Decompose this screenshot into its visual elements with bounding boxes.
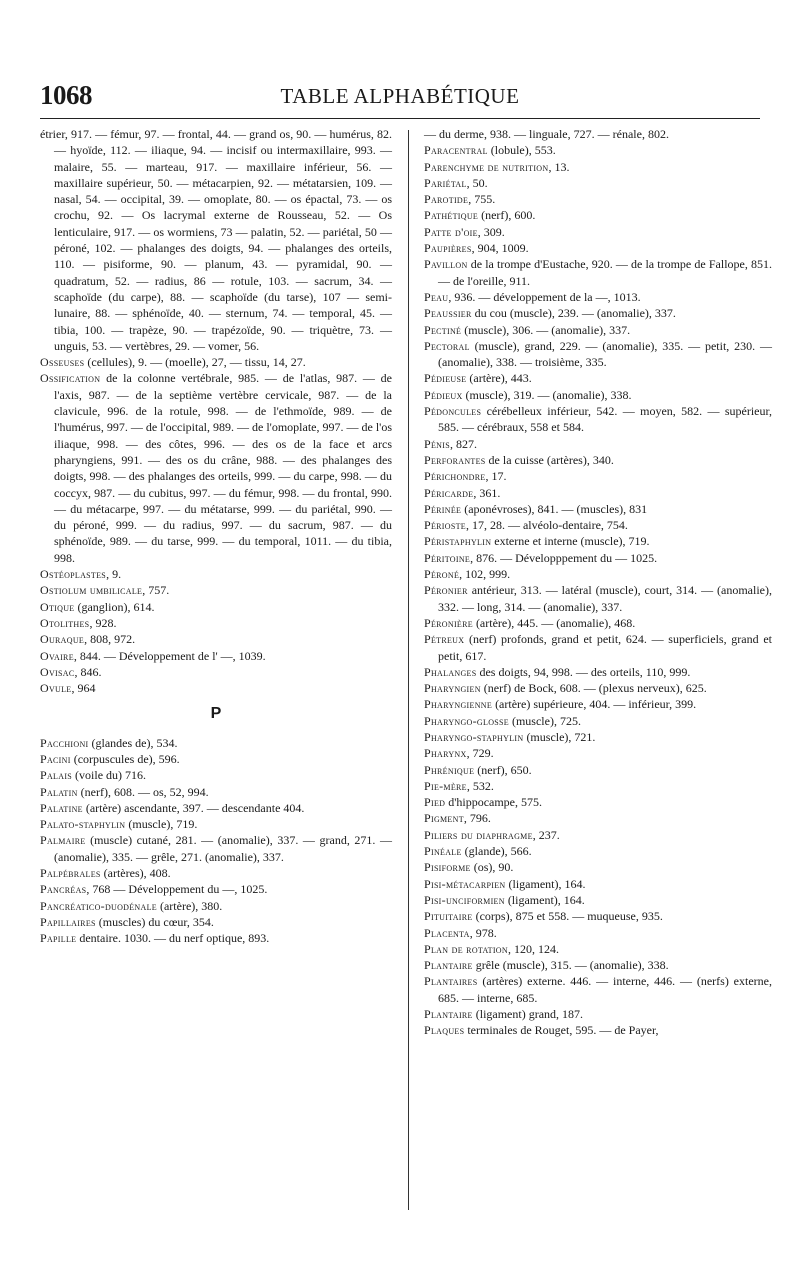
- index-references: terminales de Rouget, 595. — de Payer,: [464, 1023, 659, 1038]
- index-references: , 309.: [477, 224, 505, 239]
- index-headword: Pharyngo-glosse: [424, 713, 509, 728]
- index-references: , 844. — Développement de l' —, 1039.: [73, 648, 266, 663]
- index-headword: Pharyngo-staphylin: [424, 729, 524, 744]
- index-references: , 796.: [463, 811, 491, 826]
- index-headword: Ostiolum umbilicale: [40, 583, 143, 598]
- index-entry: [424, 240, 772, 256]
- index-entry: [424, 533, 772, 549]
- index-references: (nerf), 608. — os, 52, 994.: [77, 784, 209, 799]
- index-references: , 768 — Développement du —, 1025.: [86, 882, 268, 897]
- index-headword: Pituitaire: [424, 909, 473, 924]
- index-entry: [40, 751, 392, 767]
- index-entry: [424, 485, 772, 501]
- index-headword: Phalanges: [424, 664, 477, 679]
- index-headword: Pectoral: [424, 338, 470, 353]
- index-references: , 102, 999.: [459, 567, 511, 582]
- index-headword: Ostéoplastes: [40, 567, 107, 582]
- index-headword: Pétreux: [424, 632, 465, 647]
- index-references: (muscle), grand, 229. — (anomalie), 335. — petit, 230. — (anomalie), 338. — troisième, 335.: [438, 338, 772, 370]
- index-headword: Pariétal: [424, 175, 467, 190]
- index-references: , 755.: [468, 192, 496, 207]
- index-references: , 237.: [532, 827, 560, 842]
- index-entry: [424, 1006, 772, 1022]
- index-references: , 9.: [106, 567, 122, 582]
- index-headword: Pigment: [424, 811, 464, 826]
- index-entry: [424, 925, 772, 941]
- index-entry: [424, 175, 772, 191]
- index-entry: [424, 1022, 772, 1038]
- index-references: , 13.: [548, 159, 570, 174]
- index-references: — du derme, 938. — linguale, 727. — rénale, 802.: [424, 127, 669, 141]
- index-references: (aponévroses), 841. — (muscles), 831: [461, 501, 648, 516]
- index-entry: [40, 566, 392, 582]
- section-letter: P: [210, 705, 222, 723]
- index-headword: Péroné: [424, 567, 460, 582]
- index-references: du cou (muscle), 239. — (anomalie), 337.: [471, 306, 676, 321]
- index-references: (ligament) grand, 187.: [472, 1007, 584, 1022]
- index-headword: Pied: [424, 795, 446, 810]
- index-references: (corpuscules de), 596.: [70, 751, 180, 766]
- index-headword: Péritoine: [424, 550, 471, 565]
- index-headword: Parotide: [424, 192, 469, 207]
- index-references: , 120, 124.: [507, 941, 559, 956]
- index-headword: Pisiforme: [424, 860, 471, 875]
- index-references: (muscle), 721.: [523, 729, 596, 744]
- index-headword: Patte d'oie: [424, 224, 478, 239]
- index-references: (glandes de), 534.: [88, 735, 178, 750]
- index-headword: Péronière: [424, 615, 473, 630]
- index-references: des doigts, 94, 998. — des orteils, 110, 999.: [476, 664, 691, 679]
- index-headword: Ossification: [40, 371, 101, 386]
- index-references: , 827.: [449, 436, 477, 451]
- index-headword: Ovisac: [40, 664, 75, 679]
- index-references: grêle (muscle), 315. — (anomalie), 338.: [472, 958, 669, 973]
- index-references: (muscle), 306. — (anomalie), 337.: [461, 322, 631, 337]
- index-entry: [424, 941, 772, 957]
- index-references: de la colonne vertébrale, 985. — de l'atlas, 987. — de l'axis, 987. — de la septième vertèbre cervicale, 987. — de la clavicule, 996. de la rotule, 998. — de l'ethmoïde, 989. — de l'humérus, 997. — de l'occipital, 989. — de l'omoplate, 997. — de l'os iliaque, 998. — des côtes, 996. — des os de la face et arcs pharyngiens, 991. — des os du crâne, 988. — des phalanges des doigts, 998. — des phalanges des orteils, 999. — du carpe, 998. — du coccyx, 987. — du cubitus, 997. — du fémur, 998. — du frontal, 990. — du métacarpe, 997. — du métatarse, 999. — du pariétal, 990. — du péroné, 999. — du radius, 997. — du sacrum, 987. — du sphénoïde, 989. — du tarse, 999. — du temporal, 1011. — du tibia, 998.: [54, 371, 392, 565]
- index-references: , 532.: [466, 778, 494, 793]
- index-references: (cellules), 9. — (moelle), 27, — tissu, 14, 27.: [84, 355, 306, 370]
- index-headword: Phrénique: [424, 762, 475, 777]
- index-headword: Piliers du diaphragme: [424, 827, 533, 842]
- index-headword: Pédieux: [424, 387, 463, 402]
- index-headword: Pinéale: [424, 844, 462, 859]
- index-references: (nerf) de Bock, 608. — (plexus nerveux), 625.: [480, 681, 707, 696]
- index-references: étrier, 917. — fémur, 97. — frontal, 44. — grand os, 90. — humérus, 82. — hyoïde, 112. — iliaque, 94. — incisif ou intermaxillaire, 993. — malaire, 55. — marteau, 917. — maxillaire inférieur, 56. — maxillaire supérieur, 50. — métacarpien, 92. — métatarsien, 109. — nasal, 54. — occipital, 39. — omoplate, 80. — os épactal, 73. — os crochu, 92. — Os lacrymal externe de Rousseau, 52. — Os lenticulaire, 917. — os wormiens, 73 — palatin, 52. — pariétal, 50 — péroné, 102. — phalanges des doigts, 94. — phalanges des orteils, 110. — pisiforme, 90. — planum, 43. — pyramidal, 90. — quadratum, 52. — radius, 86 — rotule, 103. — sacrum, 34. — scaphoïde (du carpe), 88. — scaphoïde (du tarse), 107 — semi-lunaire, 88. — sphénoïde, 40. — sternum, 74. — temporal, 45. — tibia, 100. — trapèze, 90. — trapézoïde, 90. — triquètre, 73. — unguis, 53. — vertèbres, 29. — vomer, 56.: [40, 127, 392, 353]
- index-entry: [424, 191, 772, 207]
- index-references: , 729.: [466, 746, 494, 761]
- index-entry: [424, 517, 772, 533]
- index-headword: Palpébrales: [40, 866, 101, 881]
- index-headword: Papille: [40, 931, 77, 946]
- index-headword: Pectiné: [424, 322, 462, 337]
- index-entry: [424, 322, 772, 338]
- index-references: (artère), 380.: [156, 898, 223, 913]
- index-headword: Pharynx: [424, 746, 467, 761]
- index-references: , 50.: [466, 175, 488, 190]
- index-headword: Péricarde: [424, 485, 474, 500]
- index-entry: [40, 800, 392, 816]
- index-column-left: [40, 126, 392, 947]
- index-references: (artères) externe. 446. — interne, 446. — (nerfs) externe, 685. — interne, 685.: [438, 974, 772, 1005]
- index-references: (voile du) 716.: [72, 768, 147, 783]
- index-references: (muscle), 319. — (anomalie), 338.: [462, 387, 632, 402]
- index-references: , 928.: [89, 615, 117, 630]
- index-column-right: [424, 126, 772, 1039]
- index-headword: Palmaire: [40, 833, 86, 848]
- index-entry: [424, 631, 772, 664]
- index-entry: [40, 865, 392, 881]
- index-headword: Ovaire: [40, 648, 74, 663]
- index-headword: Périoste: [424, 518, 466, 533]
- index-references: antérieur, 313. — latéral (muscle), court, 314. — (anomalie), 332. — long, 314. — (anomalie), 337.: [438, 583, 772, 614]
- index-entry: [40, 354, 392, 370]
- index-entry: [424, 615, 772, 631]
- index-headword: Péronier: [424, 583, 468, 598]
- index-headword: Placenta: [424, 925, 470, 940]
- index-headword: Pharyngienne: [424, 697, 493, 712]
- index-references: (muscle) cutané, 281. — (anomalie), 337. — grand, 271. — (anomalie), 335. — grêle, 271. (anomalie), 337.: [54, 833, 392, 864]
- index-entry: [424, 859, 772, 875]
- index-headword: Pavillon: [424, 257, 468, 272]
- index-entry: [424, 745, 772, 761]
- index-references: (nerf), 650.: [474, 762, 532, 777]
- index-entry: [424, 436, 772, 452]
- index-entry: [40, 648, 392, 664]
- index-references: (corps), 875 et 558. — muqueuse, 935.: [472, 909, 663, 924]
- index-entry: [40, 370, 392, 566]
- index-entry: [424, 843, 772, 859]
- index-headword: Perforantes: [424, 452, 486, 467]
- index-entry: [424, 892, 772, 908]
- index-headword: Ouraque: [40, 632, 85, 647]
- index-headword: Palato-staphylin: [40, 817, 126, 832]
- index-entry: [424, 973, 772, 1006]
- index-entry: [424, 729, 772, 745]
- index-entry: [424, 908, 772, 924]
- index-entry: [424, 827, 772, 843]
- index-headword: Plantaire: [424, 958, 473, 973]
- index-headword: Peaussier: [424, 306, 472, 321]
- index-entry: [424, 957, 772, 973]
- index-headword: Pancréas: [40, 882, 87, 897]
- index-references: , 846.: [74, 664, 102, 679]
- index-headword: Pédoncules: [424, 404, 482, 419]
- index-headword: Plantaire: [424, 1007, 473, 1022]
- index-headword: Plan de rotation: [424, 941, 508, 956]
- index-references: (os), 90.: [470, 860, 514, 875]
- column-divider: [408, 130, 409, 1210]
- index-references: , 936. — développement de la —, 1013.: [448, 289, 641, 304]
- index-entry: [424, 452, 772, 468]
- index-references: cérébelleux inférieur, 542. — moyen, 582. — supérieur, 585. — cérébraux, 558 et 584.: [438, 404, 772, 435]
- index-entry: [424, 810, 772, 826]
- index-entry: [40, 582, 392, 598]
- index-entry: [40, 767, 392, 783]
- index-entry: [424, 142, 772, 158]
- index-references: (artère), 445. — (anomalie), 468.: [472, 615, 636, 630]
- index-headword: Pisi-unciformien: [424, 892, 505, 907]
- index-headword: Paracentral: [424, 143, 488, 158]
- index-references: (artère) ascendante, 397. — descendante 404.: [82, 800, 305, 815]
- index-references: d'hippocampe, 575.: [445, 795, 543, 810]
- index-headword: Pisi-métacarpien: [424, 876, 506, 891]
- index-entry: [424, 713, 772, 729]
- index-entry: [40, 881, 392, 897]
- index-entry: [40, 599, 392, 615]
- index-headword: Pénis: [424, 436, 450, 451]
- index-references: (ligament), 164.: [504, 892, 585, 907]
- index-entry: [424, 370, 772, 386]
- index-headword: Pacini: [40, 751, 71, 766]
- index-references: (ligament), 164.: [505, 876, 586, 891]
- index-entry: [424, 305, 772, 321]
- index-headword: Palatin: [40, 784, 78, 799]
- index-references: , 17.: [485, 469, 507, 484]
- index-entry: [424, 696, 772, 712]
- index-headword: Palais: [40, 768, 73, 783]
- index-references: (lobule), 553.: [487, 143, 556, 158]
- index-entry: [424, 778, 772, 794]
- index-headword: Périchondre: [424, 469, 486, 484]
- index-references: , 964: [71, 681, 96, 696]
- index-entry: [424, 338, 772, 371]
- index-references: de la trompe d'Eustache, 920. — de la trompe de Fallope, 851. — de l'oreille, 911.: [438, 257, 772, 288]
- index-entry: [40, 664, 392, 680]
- index-references: (muscle), 725.: [508, 713, 581, 728]
- running-title: TABLE ALPHABÉTIQUE: [280, 84, 520, 108]
- index-entry: [424, 468, 772, 484]
- index-references: (glande), 566.: [461, 844, 532, 859]
- index-entry: [424, 256, 772, 289]
- index-entry: [424, 501, 772, 517]
- index-headword: Peau: [424, 289, 449, 304]
- page-header: [0, 80, 800, 120]
- index-references: , 361.: [473, 485, 501, 500]
- index-headword: Parenchyme de nutrition: [424, 159, 549, 174]
- index-entry: [40, 631, 392, 647]
- index-entry: [40, 735, 392, 751]
- index-headword: Pédieuse: [424, 371, 467, 386]
- header-rule: [40, 118, 760, 119]
- index-references: (artères), 408.: [100, 866, 171, 881]
- index-entry: [424, 566, 772, 582]
- index-headword: Pacchioni: [40, 735, 89, 750]
- index-entry: [424, 762, 772, 778]
- index-headword: Périnée: [424, 501, 462, 516]
- index-headword: Plantaires: [424, 974, 478, 989]
- index-references: , 17, 28. — alvéolo-dentaire, 754.: [465, 518, 628, 533]
- index-entry: [424, 582, 772, 615]
- index-headword: Palatine: [40, 800, 83, 815]
- index-entry: [40, 930, 392, 946]
- index-references: dentaire. 1030. — du nerf optique, 893.: [76, 931, 270, 946]
- index-references: (artère), 443.: [466, 371, 532, 386]
- index-references: externe et interne (muscle), 719.: [491, 534, 650, 549]
- index-entry: [424, 550, 772, 566]
- index-references: (muscles) du cœur, 354.: [95, 914, 214, 929]
- index-entry: [424, 794, 772, 810]
- index-entry: [424, 387, 772, 403]
- index-references: , 876. — Développpement du — 1025.: [470, 550, 658, 565]
- index-entry: [40, 914, 392, 930]
- index-entry: [40, 615, 392, 631]
- index-references: de la cuisse (artères), 340.: [485, 452, 614, 467]
- index-references: (muscle), 719.: [125, 817, 198, 832]
- index-headword: Pancréatico-duodénale: [40, 898, 157, 913]
- index-headword: Pathétique: [424, 208, 479, 223]
- index-entry: [424, 403, 772, 436]
- index-entry: [40, 898, 392, 914]
- index-entry: [424, 680, 772, 696]
- index-references: , 808, 972.: [84, 632, 136, 647]
- index-references: (ganglion), 614.: [74, 599, 155, 614]
- index-entry: [424, 126, 772, 142]
- index-entry: [40, 832, 392, 865]
- index-headword: Pie-mère: [424, 778, 467, 793]
- index-headword: Ovule: [40, 681, 72, 696]
- index-references: , 978.: [469, 925, 497, 940]
- index-references: , 757.: [142, 583, 170, 598]
- page-number: 1068: [40, 80, 92, 110]
- index-entry: [424, 289, 772, 305]
- index-entry: [424, 224, 772, 240]
- index-entry: [40, 784, 392, 800]
- index-entry: [40, 816, 392, 832]
- index-headword: Otique: [40, 599, 75, 614]
- index-entry: [40, 126, 392, 354]
- index-headword: Osseuses: [40, 355, 85, 370]
- index-headword: Otolithes: [40, 615, 90, 630]
- index-entry: [424, 664, 772, 680]
- index-entry: [424, 876, 772, 892]
- index-entry: [40, 680, 392, 696]
- index-references: (nerf) profonds, grand et petit, 624. — superficiels, grand et petit, 617.: [438, 632, 772, 663]
- index-headword: Papillaires: [40, 914, 96, 929]
- index-references: (artère) supérieure, 404. — inférieur, 399.: [492, 697, 697, 712]
- index-headword: Paupières: [424, 241, 472, 256]
- index-references: (nerf), 600.: [478, 208, 536, 223]
- index-headword: Pharyngien: [424, 681, 481, 696]
- index-references: , 904, 1009.: [471, 241, 529, 256]
- index-entry: [424, 207, 772, 223]
- index-headword: Péristaphylin: [424, 534, 492, 549]
- index-entry: [424, 159, 772, 175]
- index-headword: Plaques: [424, 1023, 465, 1038]
